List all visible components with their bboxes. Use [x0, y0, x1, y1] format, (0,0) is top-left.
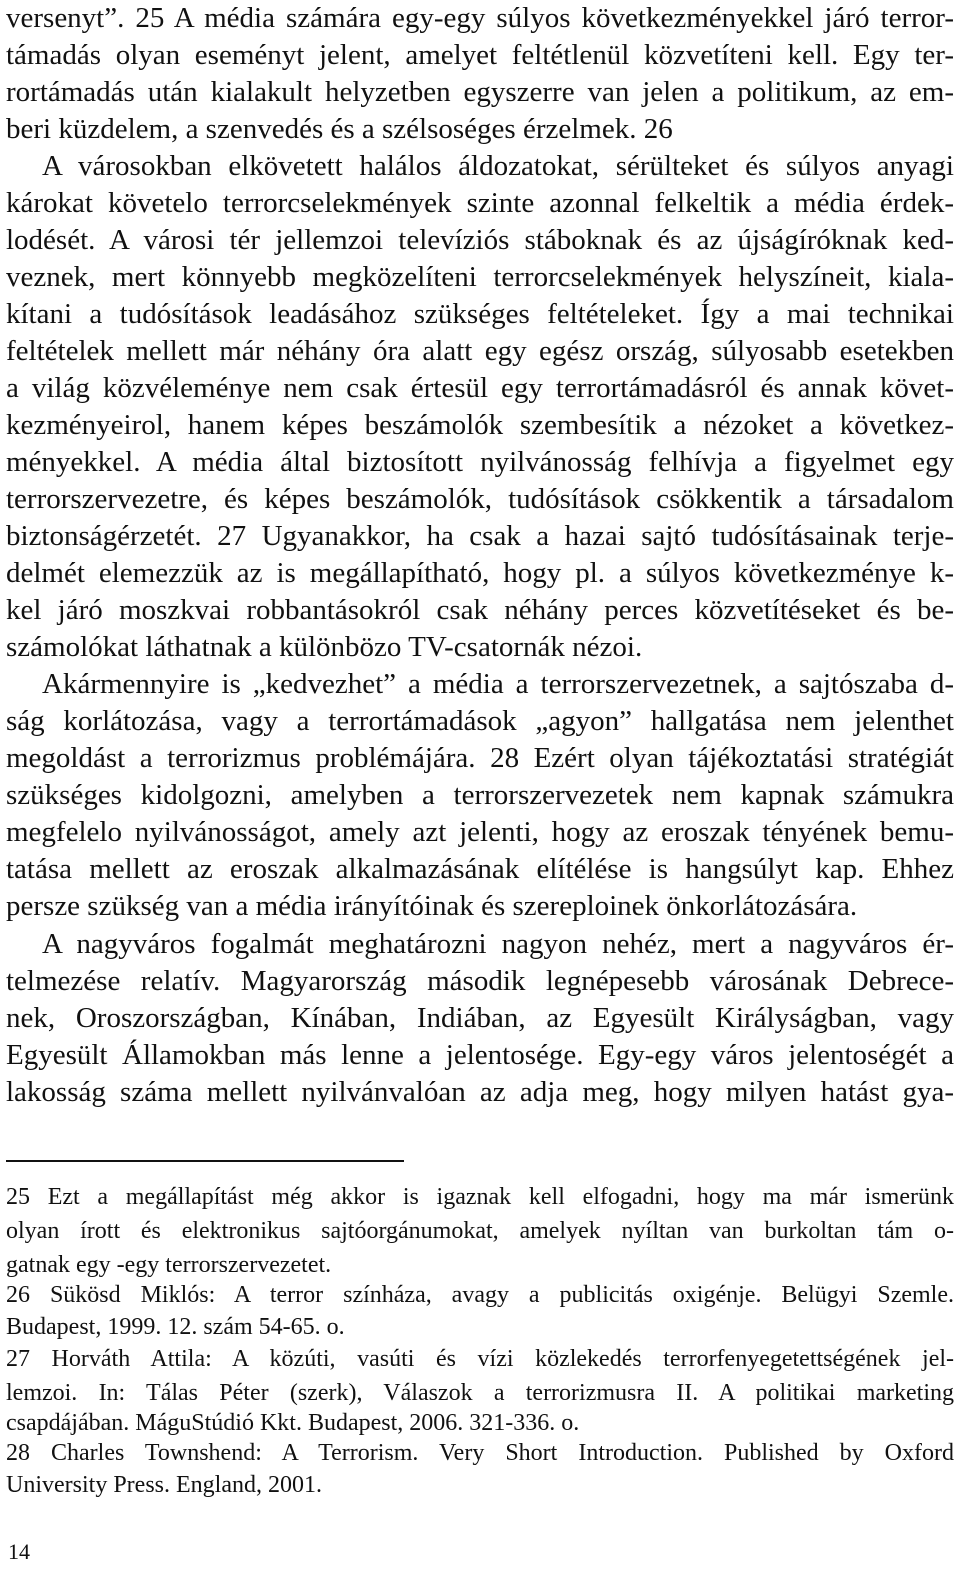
body-line: Egyesült Államokban más lenne a jelentosége. Egy-egy város jelentoségét a	[6, 1039, 954, 1071]
footnote-line: Budapest, 1999. 12. szám 54-65. o.	[6, 1314, 345, 1340]
body-line: lakosság száma mellett nyilvánvalóan az adja meg, hogy milyen hatást gya-	[6, 1076, 954, 1108]
body-line: megoldást a terrorizmus problémájára. 28 Ezért olyan tájékoztatási stratégiát	[6, 742, 954, 774]
body-line: kel járó moszkvai robbantásokról csak néhány perces közvetítéseket és be-	[6, 594, 954, 626]
body-line: ményekkel. A média által biztosított nyilvánosság felhívja a figyelmet egy	[6, 446, 954, 478]
body-line: terrorszervezetre, és képes beszámolók, tudósítások csökkentik a társadalom	[6, 483, 954, 515]
body-line: A nagyváros fogalmát meghatározni nagyon nehéz, mert a nagyváros ér-	[42, 928, 954, 960]
body-line: támadás olyan eseményt jelent, amelyet feltétlenül közvetíteni kell. Egy ter-	[6, 39, 954, 71]
footnote-line: 25 Ezt a megállapítást még akkor is igaznak kell elfogadni, hogy ma már ismerünk	[6, 1184, 954, 1210]
body-line: szükséges kidolgozni, amelyben a terrorszervezetek nem kapnak számukra	[6, 779, 954, 811]
body-line: lodését. A városi tér jellemzoi televíziós stáboknak és az újságíróknak ked-	[6, 224, 954, 256]
body-line: veznek, mert könnyebb megközelíteni terrorcselekmények helyszíneit, kiala-	[6, 261, 954, 293]
body-line: feltételek mellett már néhány óra alatt egy egész ország, súlyosabb esetekben	[6, 335, 954, 367]
body-line: delmét elemezzük az is megállapítható, hogy pl. a súlyos következménye k-	[6, 557, 954, 589]
footnote-line: 27 Horváth Attila: A közúti, vasúti és vízi közlekedés terrorfenyegetettségének jel-	[6, 1346, 954, 1372]
footnote-line: 26 Sükösd Miklós: A terror színháza, avagy a publicitás oxigénje. Belügyi Szemle.	[6, 1282, 954, 1308]
footnote-line: csapdájában. MáguStúdió Kkt. Budapest, 2006. 321-336. o.	[6, 1410, 580, 1436]
body-line: A városokban elkövetett halálos áldozatokat, sérülteket és súlyos anyagi	[42, 150, 954, 182]
body-line: beri küzdelem, a szenvedés és a szélsoséges érzelmek. 26	[6, 113, 673, 145]
body-line: kezményeirol, hanem képes beszámolók szembesítik a nézoket a következ-	[6, 409, 954, 441]
body-line: kítani a tudósítások leadásához szükséges feltételeket. Így a mai technikai	[6, 298, 954, 330]
body-line: tatása mellett az eroszak alkalmazásának elítélése is hangsúlyt kap. Ehhez	[6, 853, 954, 885]
body-line: persze szükség van a média irányítóinak és szereploinek önkorlátozására.	[6, 890, 858, 922]
body-line: telmezése relatív. Magyarország második legnépesebb városának Debrece-	[6, 965, 954, 997]
footnote-separator	[6, 1160, 404, 1162]
body-line: nek, Oroszországban, Kínában, Indiában, az Egyesült Királyságban, vagy	[6, 1002, 954, 1034]
body-line: versenyt”. 25 A média számára egy-egy súlyos következményekkel járó terror-	[6, 2, 954, 34]
body-line: számolókat láthatnak a különbözo TV-csatornák nézoi.	[6, 631, 643, 663]
body-line: biztonságérzetét. 27 Ugyanakkor, ha csak a hazai sajtó tudósításainak terje-	[6, 520, 954, 552]
footnote-line: olyan írott és elektronikus sajtóorgánumokat, amelyek nyíltan van burkoltan tám o-	[6, 1218, 954, 1244]
footnote-line: gatnak egy -egy terrorszervezetet.	[6, 1252, 332, 1278]
body-line: Akármennyire is „kedvezhet” a média a terrorszervezetnek, a sajtószaba d-	[42, 668, 954, 700]
footnote-line: lemzoi. In: Tálas Péter (szerk), Válaszok a terrorizmusra II. A politikai marketing	[6, 1380, 954, 1406]
body-line: a világ közvéleménye nem csak értesül egy terrortámadásról és annak követ-	[6, 372, 954, 404]
body-line: ság korlátozása, vagy a terrortámadások „agyon” hallgatása nem jelenthet	[6, 705, 954, 737]
page-number: 14	[8, 1539, 30, 1564]
body-line: megfelelo nyilvánosságot, amely azt jelenti, hogy az eroszak tényének bemu-	[6, 816, 954, 848]
body-line: károkat követelo terrorcselekmények szinte azonnal felkeltik a média érdek-	[6, 187, 954, 219]
footnote-line: University Press. England, 2001.	[6, 1472, 322, 1498]
footnote-line: 28 Charles Townshend: A Terrorism. Very Short Introduction. Published by Oxford	[6, 1440, 954, 1466]
body-line: rortámadás után kialakult helyzetben egyszerre van jelen a politikum, az em-	[6, 76, 954, 108]
